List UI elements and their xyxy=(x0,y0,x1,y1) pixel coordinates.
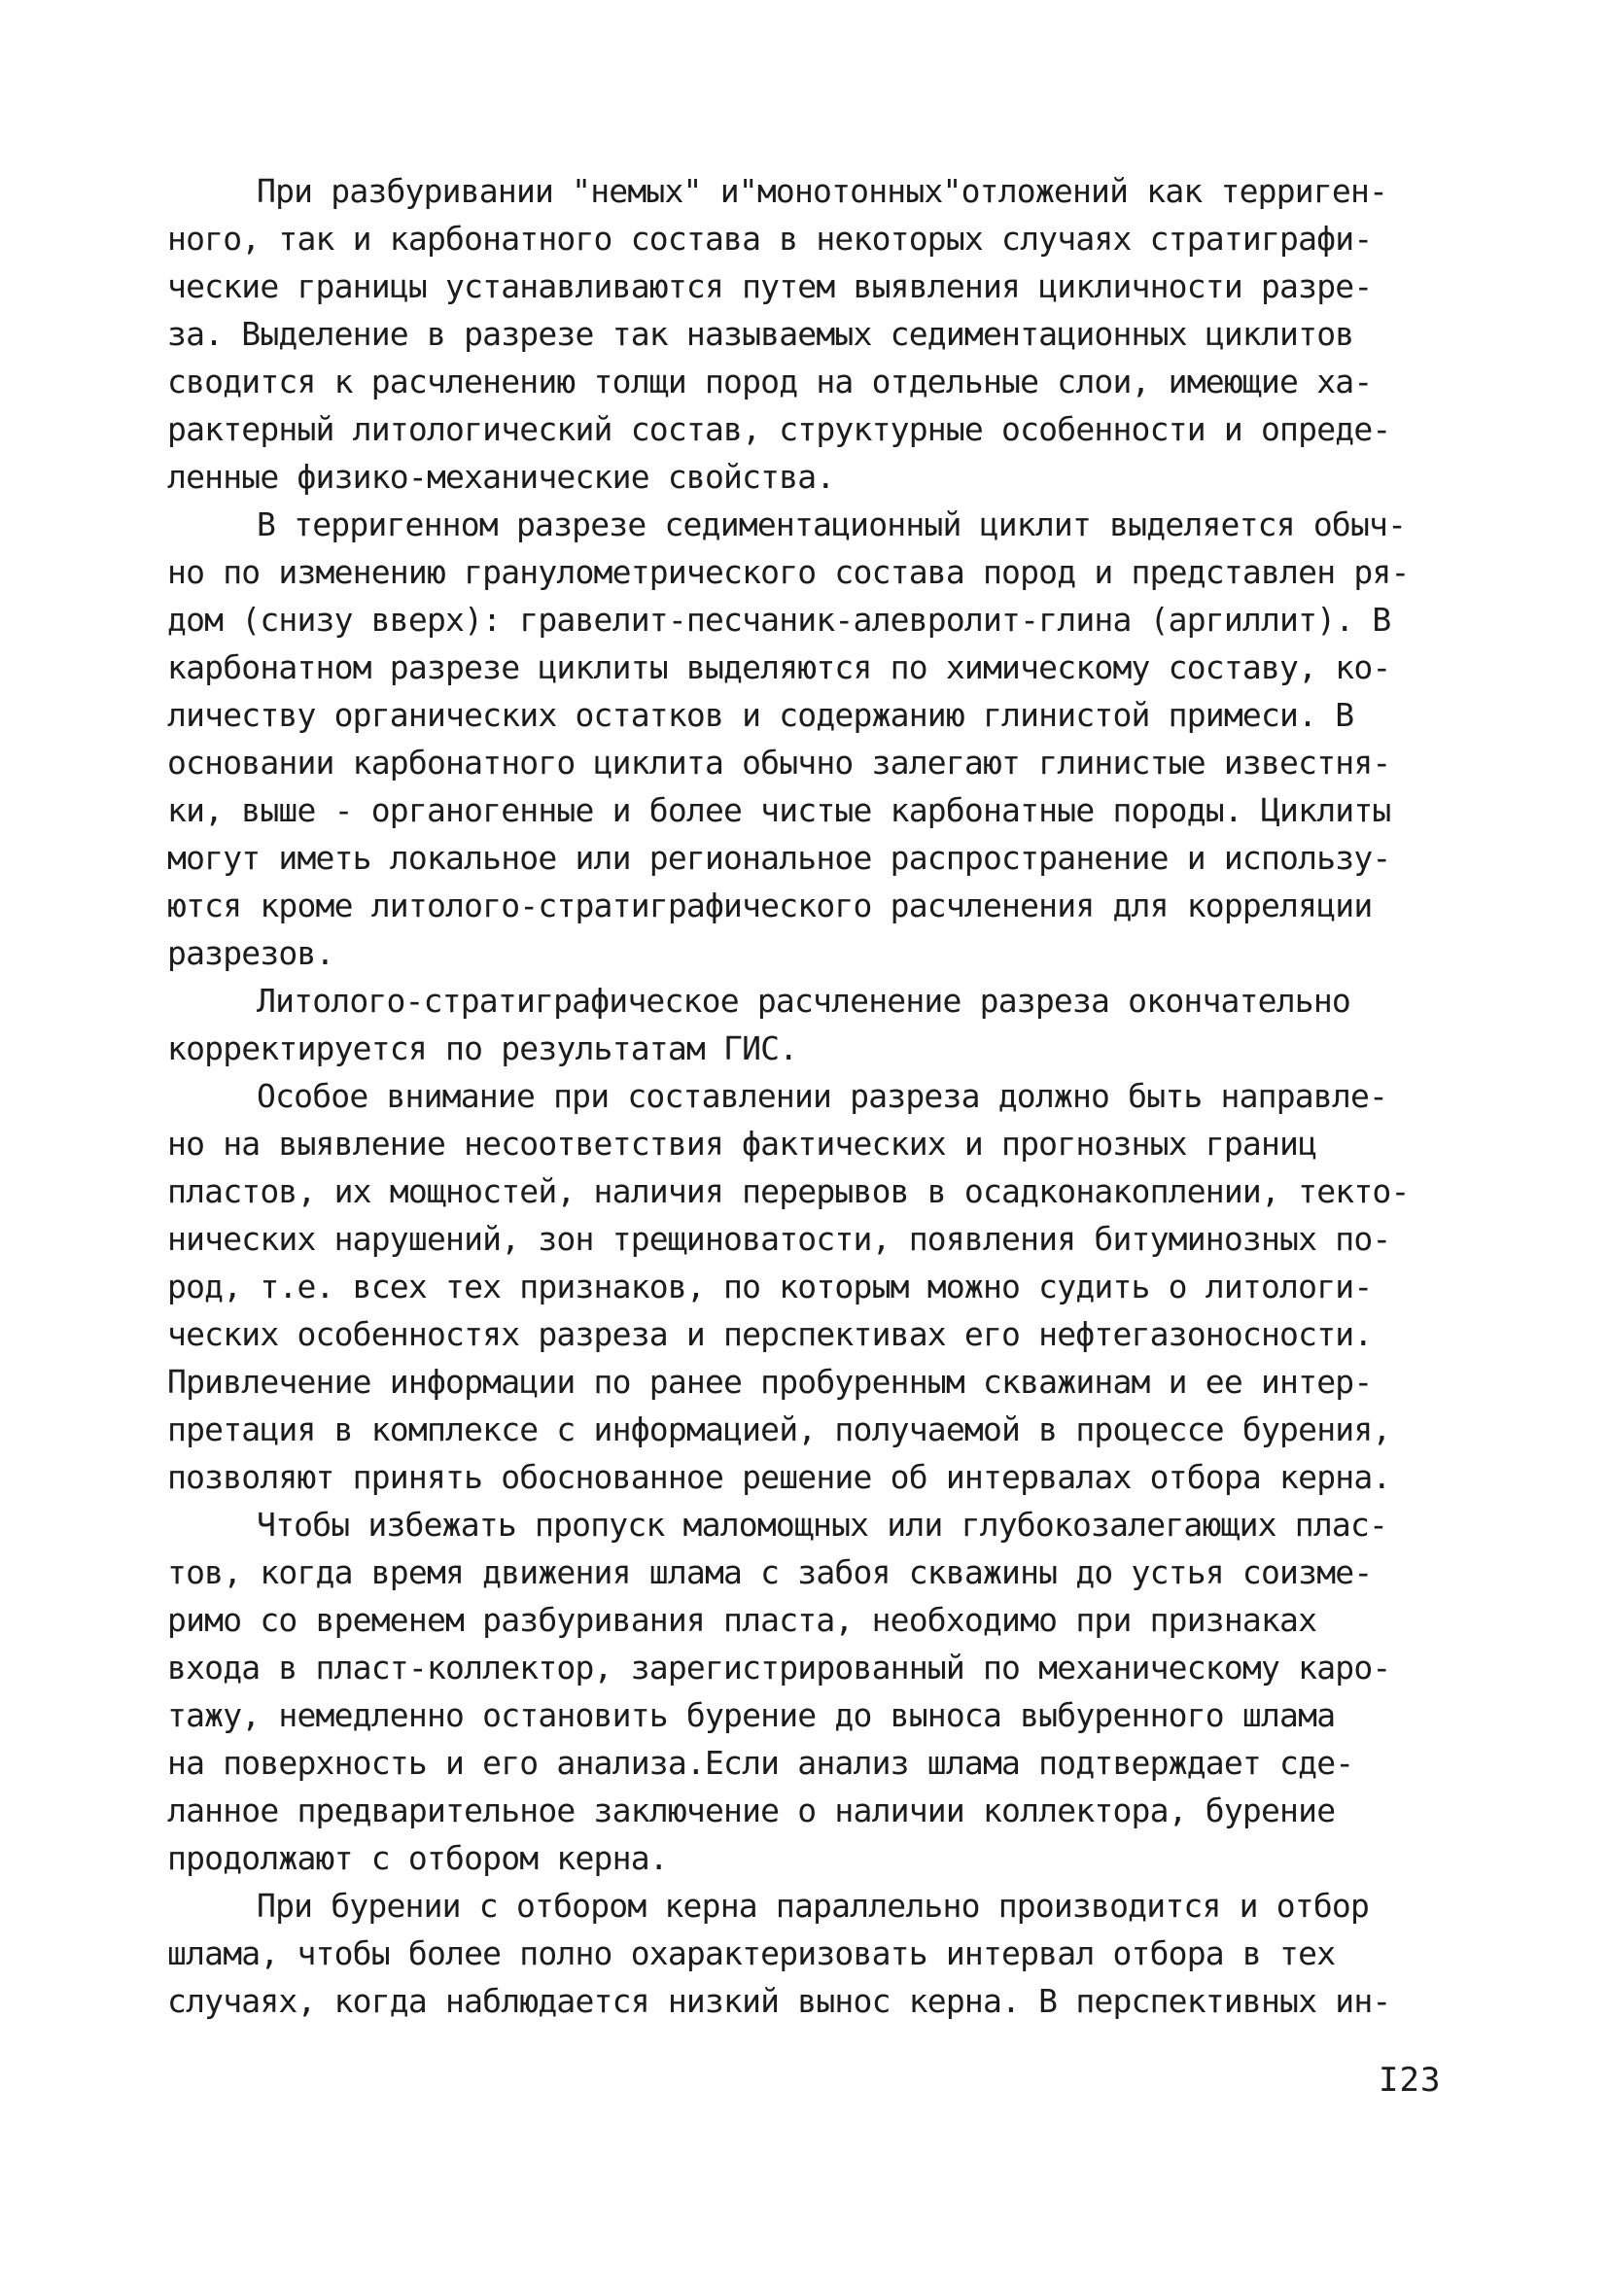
page-number: I23 xyxy=(1379,2061,1442,2100)
text-line: основании карбонатного циклита обычно залегают глинистые известня- xyxy=(167,744,1391,782)
text-line: ленные физико-механические свойства. xyxy=(167,458,835,496)
text-line: но на выявление несоответствия фактических и прогнозных границ xyxy=(167,1125,1317,1163)
text-line: позволяют принять обоснованное решение об интервалах отбора керна. xyxy=(167,1458,1391,1496)
text-line: При разбуривании "немых" и"монотонных"отложений как терриген- xyxy=(257,172,1388,210)
text-line: род, т.е. всех тех признаков, по которым можно судить о литологи- xyxy=(167,1268,1373,1305)
text-line: ланное предварительное заключение о наличии коллектора, бурение xyxy=(167,1792,1336,1829)
text-line: ки, выше - органогенные и более чистые карбонатные породы. Циклиты xyxy=(167,791,1391,829)
text-line: претация в комплексе с информацией, получаемой в процессе бурения, xyxy=(167,1410,1391,1448)
text-line: рактерный литологический состав, структурные особенности и опреде- xyxy=(167,410,1391,448)
text-line: могут иметь локальное или региональное распространение и использу- xyxy=(167,839,1391,877)
text-line: В терригенном разрезе седиментационный циклит выделяется обыч- xyxy=(257,505,1407,543)
text-line: за. Выделение в разрезе так называемых седиментационных циклитов xyxy=(167,315,1354,353)
text-line: тажу, немедленно остановить бурение до выноса выбуренного шлама xyxy=(167,1696,1336,1734)
text-line: Литолого-стратиграфическое расчленение разреза окончательно xyxy=(257,982,1350,1020)
text-line: ческие границы устанавливаются путем выявления цикличности разре- xyxy=(167,267,1373,305)
text-line: Привлечение информации по ранее пробуренным скважинам и ее интер- xyxy=(167,1363,1373,1401)
text-line: тов, когда время движения шлама с забоя скважины до устья соизме- xyxy=(167,1553,1373,1591)
text-line: Особое внимание при составлении разреза должно быть направле- xyxy=(257,1077,1388,1115)
body-text xyxy=(167,167,1470,2025)
text-line: пластов, их мощностей, наличия перерывов в осадконакоплении, текто- xyxy=(167,1172,1410,1210)
text-line: продолжают с отбором керна. xyxy=(167,1839,668,1877)
text-line: разрезов. xyxy=(167,934,334,972)
text-line: корректируется по результатам ГИС. xyxy=(167,1029,798,1067)
text-line: римо со временем разбуривания пласта, необходимо при признаках xyxy=(167,1601,1317,1639)
text-line: ческих особенностях разреза и перспективах его нефтегазоносности. xyxy=(167,1315,1373,1353)
text-line: Чтобы избежать пропуск маломощных или глубокозалегающих плас- xyxy=(257,1506,1388,1544)
text-line: дом (снизу вверх): гравелит-песчаник-алевролит-глина (аргиллит). В xyxy=(167,601,1391,639)
text-line: случаях, когда наблюдается низкий вынос керна. В перспективных ин- xyxy=(167,1982,1391,2020)
text-line: карбонатном разрезе циклиты выделяются по химическому составу, ко- xyxy=(167,648,1391,686)
text-line: на поверхность и его анализа.Если анализ шлама подтверждает сде- xyxy=(167,1744,1354,1782)
text-line: шлама, чтобы более полно охарактеризовать интервал отбора в тех xyxy=(167,1934,1336,1972)
text-line: ного, так и карбонатного состава в некоторых случаях стратиграфи- xyxy=(167,220,1373,258)
text-line: но по изменению гранулометрического состава пород и представлен ря- xyxy=(167,553,1410,591)
text-line: личеству органических остатков и содержанию глинистой примеси. В xyxy=(167,696,1354,734)
text-line: При бурении с отбором керна параллельно производится и отбор xyxy=(257,1887,1370,1925)
text-line: сводится к расчленению толщи пород на отдельные слои, имеющие ха- xyxy=(167,363,1373,400)
text-line: ются кроме литолого-стратиграфического расчленения для корреляции xyxy=(167,887,1373,924)
text-line: нических нарушений, зон трещиноватости, появления битуминозных по- xyxy=(167,1220,1391,1258)
text-line: входа в пласт-коллектор, зарегистрированный по механическому каро- xyxy=(167,1649,1391,1687)
